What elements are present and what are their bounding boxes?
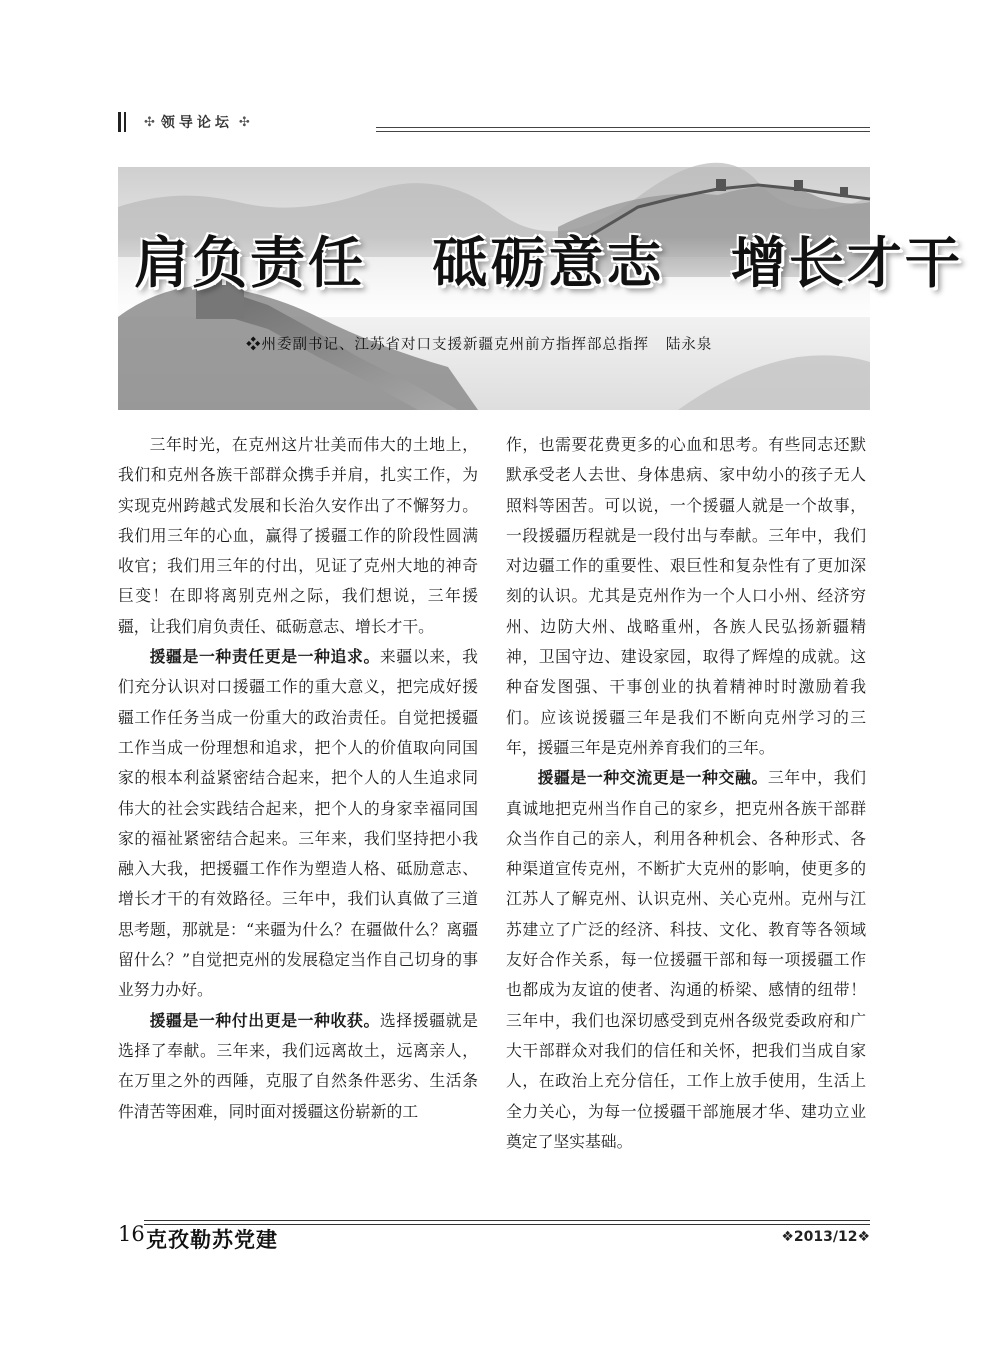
issue-date: ❖2013/12❖ [781, 1229, 870, 1245]
header-bars-decoration [118, 112, 126, 132]
cross-left-icon: ✣ [144, 114, 155, 130]
lead-phrase-dedication: 援疆是一种付出更是一种收获。 [149, 1010, 380, 1030]
paragraph-text: 选择援疆就是选择了奉献。三年来，我们远离故土，远离亲人，在万里之外的西陲，克服了自然条件恶劣、生活条件清苦等困难，同时面对援疆这份崭新的工 [118, 1010, 478, 1121]
article-banner [118, 167, 963, 410]
article-title: 肩负责任 砥砺意志 增长才干 [134, 231, 963, 295]
right-text-column [506, 430, 866, 1157]
section-header [118, 108, 870, 136]
paragraph-exchange [506, 763, 866, 1157]
page-number: 16 [118, 1222, 145, 1246]
paragraph-text: 三年中，我们真诚地把克州当作自己的家乡，把克州各族干部群众当作自己的亲人，利用各种机会、各种形式、各种渠道宣传克州，不断扩大克州的影响，使更多的江苏人了解克州、认识克州、关心克州。克州与江苏建立了广泛的经济、科技、文化、教育等各领域友好合作关系，每一位援疆干部和每一项援疆工作也都成为友谊的使者、沟通的桥梁、感情的纽带！三年中，我们也深切感受到克州各级党委政府和广大干部群众对我们的信任和关怀，把我们当成自家人，在政治上充分信任，工作上放手使用，生活上全力关心，为每一位援疆干部施展才华、建功立业奠定了坚实基础。 [506, 768, 866, 1151]
cross-right-icon: ✣ [238, 114, 250, 130]
paragraph-responsibility [118, 642, 478, 1006]
left-text-column [118, 430, 478, 1127]
header-rule [376, 127, 870, 132]
paragraph-text: 来疆以来，我们充分认识对口援疆工作的重大意义，把完成好援疆工作任务当成一份重大的政治责任。自觉把援疆工作当成一份理想和追求，把个人的价值取向同国家的根本利益紧密结合起来，把个人的人生追求同伟大的社会实践结合起来，把个人的身家幸福同国家的福祉紧密结合起来。三年来，我们坚持把小我融入大我，把援疆工作作为塑造人格、砥励意志、增长才干的有效路径。三年中，我们认真做了三道思考题，那就是：“来疆为什么？在疆做什么？离疆留什么？”自觉把克州的发展稳定当作自己切身的事业努力办好。 [118, 647, 478, 1000]
paragraph-continued: 作，也需要花费更多的心血和思考。有些同志还默默承受老人去世、身体患病、家中幼小的孩子无人照料等困苦。可以说，一个援疆人就是一个故事，一段援疆历程就是一段付出与奉献。三年中，我们对边疆工作的重要性、艰巨性和复杂性有了更加深刻的认识。尤其是克州作为一个人口小州、经济穷州、边防大州、战略重州，各族人民弘扬新疆精神，卫国守边、建设家园，取得了辉煌的成就。这种奋发图强、干事创业的执着精神时时激励着我们。应该说援疆三年是我们不断向克州学习的三年，援疆三年是克州养育我们的三年。 [506, 435, 866, 757]
lead-phrase-responsibility: 援疆是一种责任更是一种追求。 [149, 647, 380, 667]
paragraph-intro: 三年时光，在克州这片壮美而伟大的土地上，我们和克州各族干部群众携手并肩，扎实工作，为实现克州跨越式发展和长治久安作出了不懈努力。我们用三年的心血，赢得了援疆工作的阶段性圆满收官；我们用三年的付出，见证了克州大地的神奇巨变！在即将离别克州之际，我们想说，三年援疆，让我们肩负责任、砥砺意志、增长才干。 [118, 435, 478, 636]
paragraph-dedication [118, 1006, 478, 1127]
lead-phrase-exchange: 援疆是一种交流更是一种交融。 [537, 768, 768, 788]
page-footer [118, 1220, 870, 1250]
magazine-name: 克孜勒苏党建 [146, 1228, 278, 1252]
section-label: 领导论坛 [160, 115, 233, 131]
author-byline: ❖州委副书记、江苏省对口支援新疆克州前方指挥部总指挥 陆永泉 [246, 337, 713, 353]
